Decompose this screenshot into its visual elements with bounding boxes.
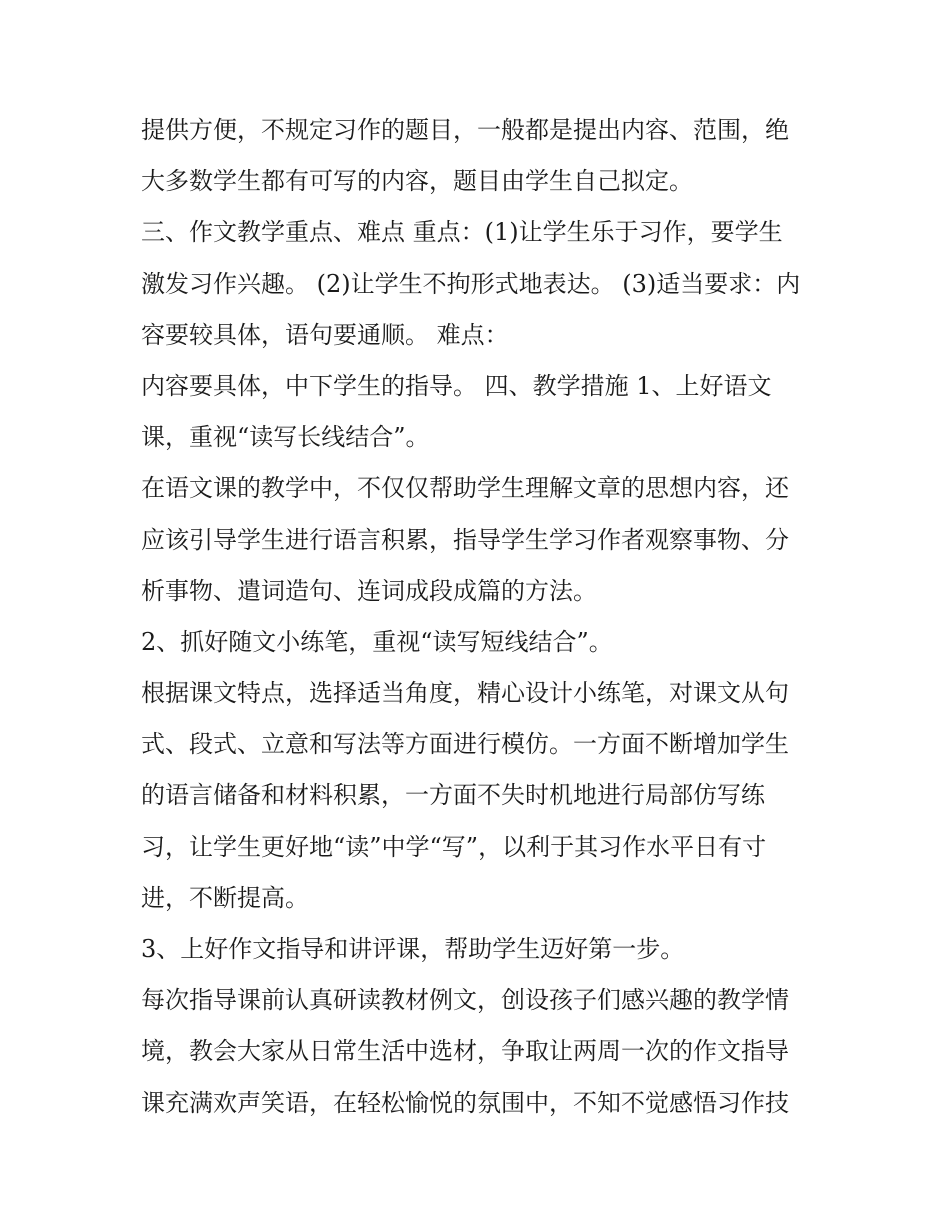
text-line: 激发习作兴趣。 (2)让学生不拘形式地表达。 (3)适当要求：内 [141,269,801,298]
text-line: 境，教会大家从日常生活中选材，争取让两周一次的作文指导 [141,1037,789,1066]
text-line: 的语言储备和材料积累，一方面不失时机地进行局部仿写练 [141,781,765,810]
text-line: 大多数学生都有可写的内容，题目由学生自己拟定。 [141,167,693,196]
text-line: 在语文课的教学中，不仅仅帮助学生理解文章的思想内容，还 [141,474,789,503]
text-line: 式、段式、立意和写法等方面进行模仿。一方面不断增加学生 [141,730,789,759]
text-line: 内容要具体，中下学生的指导。 四、教学措施 1、上好语文 [141,371,772,400]
text-line: 根据课文特点，选择适当角度，精心设计小练笔，对课文从句 [141,679,789,708]
text-line: 3、上好作文指导和讲评课，帮助学生迈好第一步。 [141,935,685,963]
text-line: 应该引导学生进行语言积累，指导学生学习作者观察事物、分 [141,525,789,554]
text-line: 提供方便，不规定习作的题目，一般都是提出内容、范围，绝 [141,116,789,144]
text-line: 2、抓好随文小练笔，重视“读写短线结合”。 [141,627,613,656]
text-line: 每次指导课前认真研读教材例文，创设孩子们感兴趣的教学情 [141,986,789,1015]
document-body [141,105,821,1129]
text-line: 析事物、遣词造句、连词成段成篇的方法。 [141,576,597,605]
text-line: 课充满欢声笑语，在轻松愉悦的氛围中，不知不觉感悟习作技 [141,1088,789,1117]
text-line: 课，重视“读写长线结合”。 [141,423,430,452]
text-line: 进，不断提高。 [141,883,309,912]
text-line: 容要较具体，语句要通顺。 难点： [141,320,509,349]
text-line: 习，让学生更好地“读”中学“写”，以利于其习作水平日有寸 [141,832,767,861]
text-line: 三、作文教学重点、难点 重点：(1)让学生乐于习作，要学生 [141,218,783,247]
